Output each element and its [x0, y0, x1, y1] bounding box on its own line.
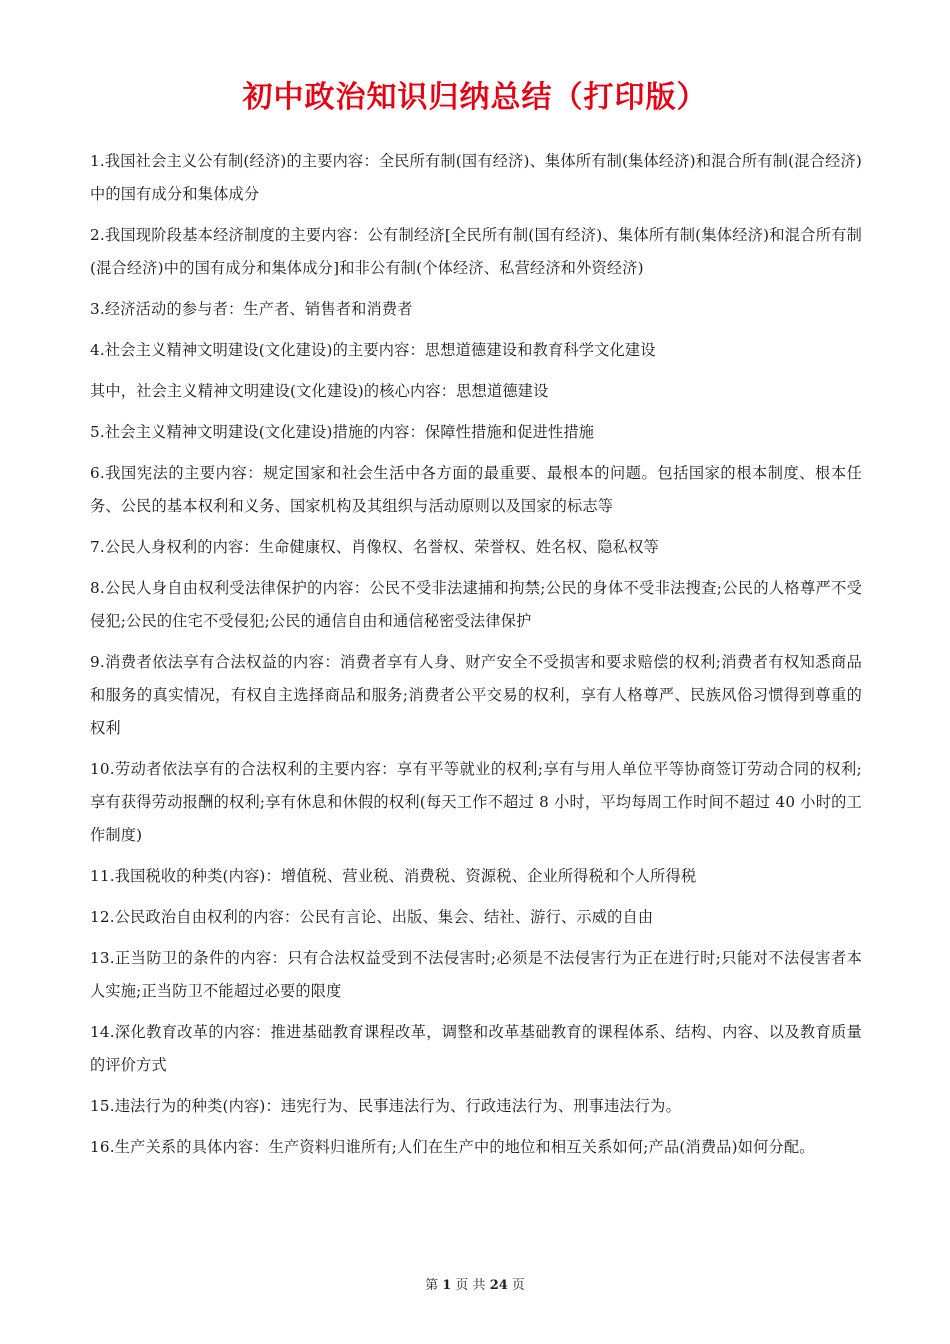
- footer-prefix: 第: [425, 1278, 439, 1293]
- paragraph-2: 2.我国现阶段基本经济制度的主要内容：公有制经济[全民所有制(国有经济)、集体所有制(集体经济)和混合所有制(混合经济)中的国有成分和集体成分]和非公有制(个体经济、私营经济和外资经济): [90, 226, 862, 277]
- paragraph-10: 10.劳动者依法享有的合法权利的主要内容：享有平等就业的权利;享有与用人单位平等协商签订劳动合同的权利;享有获得劳动报酬的权利;享有休息和休假的权利(每天工作不超过 8 小时，平均每周工作时间不超过 40 小时的工作制度): [90, 760, 862, 844]
- paragraph-1: 1.我国社会主义公有制(经济)的主要内容：全民所有制(国有经济)、集体所有制(集体经济)和混合所有制(混合经济)中的国有成分和集体成分: [90, 152, 862, 203]
- paragraph-12: 12.公民政治自由权利的内容：公民有言论、出版、集会、结社、游行、示威的自由: [90, 908, 654, 926]
- paragraph-16: 16.生产关系的具体内容：生产资料归谁所有;人们在生产中的地位和相互关系如何;产品(消费品)如何分配。: [90, 1138, 815, 1156]
- paragraph-5: 5.社会主义精神文明建设(文化建设)措施的内容：保障性措施和促进性措施: [90, 423, 595, 441]
- paragraph-6: 6.我国宪法的主要内容：规定国家和社会生活中各方面的最重要、最根本的问题。包括国家的根本制度、根本任务、公民的基本权利和义务、国家机构及其组织与活动原则以及国家的标志等: [90, 464, 862, 515]
- document-title: 初中政治知识归纳总结（打印版）: [242, 80, 708, 115]
- footer-total-pages: 24: [489, 1278, 508, 1293]
- footer-suffix: 页: [511, 1278, 525, 1293]
- footer-middle: 页 共: [455, 1278, 486, 1293]
- paragraph-15: 15.违法行为的种类(内容)：违宪行为、民事违法行为、行政违法行为、刑事违法行为。: [90, 1097, 681, 1115]
- paragraph-3: 3.经济活动的参与者：生产者、销售者和消费者: [90, 300, 413, 318]
- paragraph-11: 11.我国税收的种类(内容)：增值税、营业税、消费税、资源税、企业所得税和个人所得税: [90, 867, 697, 885]
- paragraph-9: 9.消费者依法享有合法权益的内容：消费者享有人身、财产安全不受损害和要求赔偿的权利;消费者有权知悉商品和服务的真实情况，有权自主选择商品和服务;消费者公平交易的权利，享有人格尊严、民族风俗习惯得到尊重的权利: [90, 653, 862, 737]
- paragraph-4-note: 其中，社会主义精神文明建设(文化建设)的核心内容：思想道德建设: [90, 382, 549, 400]
- footer-page-number: 1: [442, 1278, 452, 1293]
- document-body: [90, 145, 862, 1172]
- paragraph-7: 7.公民人身权利的内容：生命健康权、肖像权、名誉权、荣誉权、姓名权、隐私权等: [90, 538, 659, 556]
- paragraph-14: 14.深化教育改革的内容：推进基础教育课程改革，调整和改革基础教育的课程体系、结构、内容、以及教育质量的评价方式: [90, 1023, 862, 1074]
- paragraph-13: 13.正当防卫的条件的内容：只有合法权益受到不法侵害时;必须是不法侵害行为正在进行时;只能对不法侵害者本人实施;正当防卫不能超过必要的限度: [90, 949, 862, 1000]
- page-footer: [0, 1276, 950, 1296]
- paragraph-8: 8.公民人身自由权利受法律保护的内容：公民不受非法逮捕和拘禁;公民的身体不受非法搜查;公民的人格尊严不受侵犯;公民的住宅不受侵犯;公民的通信自由和通信秘密受法律保护: [90, 579, 862, 630]
- paragraph-4: 4.社会主义精神文明建设(文化建设)的主要内容：思想道德建设和教育科学文化建设: [90, 341, 656, 359]
